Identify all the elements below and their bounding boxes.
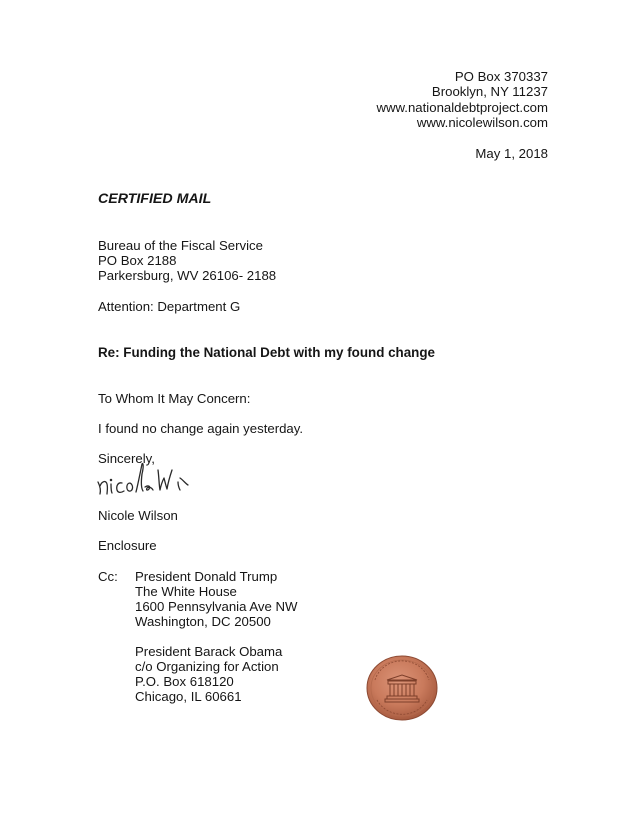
closing: Sincerely, [98,451,155,466]
attention-line: Attention: Department G [98,299,241,314]
cc-line: P.O. Box 618120 [135,674,234,689]
cc-line: 1600 Pennsylvania Ave NW [135,599,298,614]
cc-line: President Donald Trump [135,569,278,584]
letter-body: I found no change again yesterday. [98,421,304,436]
enclosure-note: Enclosure [98,538,157,553]
signer-name: Nicole Wilson [98,508,178,523]
letter-date: May 1, 2018 [475,146,548,161]
sender-website: www.nationaldebtproject.com [376,100,548,115]
salutation: To Whom It May Concern: [98,391,251,406]
cc-line: Washington, DC 20500 [135,614,271,629]
cc-line: President Barack Obama [135,644,283,659]
penny-coin-icon [365,654,439,722]
sender-city: Brooklyn, NY 11237 [431,84,548,99]
cc-line: The White House [135,584,237,599]
mail-type-heading: CERTIFIED MAIL [98,191,212,207]
recipient-city: Parkersburg, WV 26106- 2188 [98,268,277,283]
recipient-po-box: PO Box 2188 [98,253,177,268]
handwritten-signature [92,452,242,502]
cc-line: Chicago, IL 60661 [135,689,242,704]
cc-line: c/o Organizing for Action [135,659,279,674]
subject-line: Re: Funding the National Debt with my found change [98,345,435,360]
recipient-name: Bureau of the Fiscal Service [98,238,263,253]
sender-website-personal: www.nicolewilson.com [416,115,548,130]
sender-po-box: PO Box 370337 [454,69,548,84]
cc-label: Cc: [98,569,118,584]
